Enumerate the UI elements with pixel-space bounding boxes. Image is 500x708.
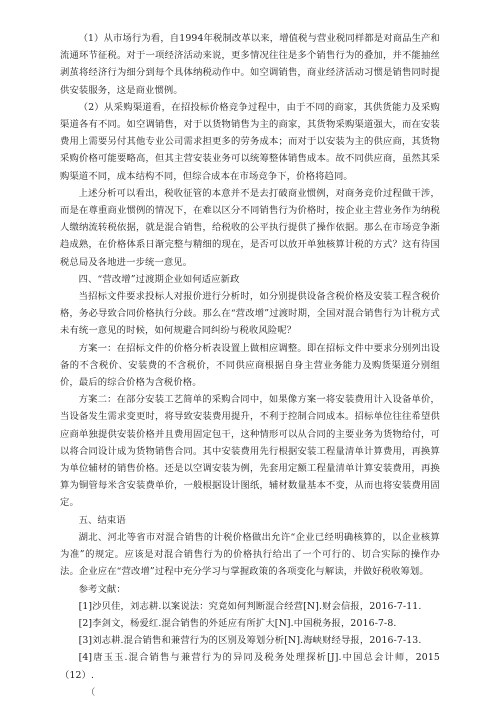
references-label: 参考文献： [78,583,126,595]
trailing-mark: （ [86,686,96,698]
reference-item: [4]唐玉玉.混合销售与兼营行为的异同及税务处理探析[J].中国总会计师，2015（12）. [60,652,440,681]
paragraph-plan-two: 方案二：在部分安装工艺简单的采购合同中，如果像方案一将安装费用计入设备单价，当设备发生需求变更时，将导致安装费用提升，不利于控制合同成本。招标单位往往希望供应商单独提供安装价格并且费用固定包干，这种情形可以从合同的主要业务为货物给付，可以将合同设计成为货物销售合同。其中安装费用先行根据安装工程量清单计算费用，再换算为单位辅材的销售价格。还是以空调安装为例，先套用定额工程量清单计算安装费用，再换算为铜管每米含安装费单价，一般根据设计图纸，辅材数量基本不变，从而也将安装费用固定。 [60,394,440,509]
paragraph-plan-one: 方案一：在招标文件的价格分析表设置上做相应调整。即在招标文件中要求分别列出设备的不含税价、安装费的不含税价，不同供应商根据自身主营业务能力及购货渠道分别组价，最后的综合价格为含税价格。 [60,342,440,389]
paragraph-conclusion: 湖北、河北等省市对混合销售的计税价格做出允许“企业已经明确核算的，以企业核算为准”的规定。应该是对混合销售行为的价格执行给出了一个可行的、切合实际的操作办法。企业应在“营改增”过程中充分学习与掌握政策的各项变化与解读，并做好税收筹划。 [60,531,440,578]
paragraph-procurement-channels: （2）从采购渠道看，在招投标价格竞争过程中，由于不同的商家，其供货能力及采购渠道各有不同。如空调销售，对于以货物销售为主的商家，其货物采购渠道强大，而在安装费用上需要另付其他专业公司需求担更多的劳务成本；而对于以安装为主的供应商，其货物采购价格可能要略高，但其主营安装业务可以统筹整体销售成本。故不同供应商，虽然其采购渠道不同，成本结构不同，但综合成本在市场竞争下，价格将趋同。 [60,101,440,182]
paragraph-market-behavior: （1）从市场行为看，自1994年税制改革以来，增值税与营业税同样都是对商品生产和流通环节征税。对于一项经济活动来说，更多情况往往是多个销售行为的叠加，并不能抽丝剥茧将经济行为细分到每个具体纳税动作中。如空调销售，商业经济活动习惯是销售同时提供安装服务，这是商业惯例。 [60,33,440,96]
section-heading-transition: 四、“营改增”过渡期企业如何适应新政 [78,273,240,285]
reference-item: [1]沙贝佳，刘志耕.以案说法：究竟如何判断混合经营[N].财会信报，2016-7-11. [78,600,422,612]
section-heading-conclusion: 五、结束语 [78,514,126,526]
paragraph-bidding-question: 当招标文件要求投标人对报价进行分析时，如分别提供设备含税价格及安装工程含税价格，务必导致合同价格执行分歧。那么在“营改增”过渡时期，全国对混合销售行为计税方式未有统一意见的时候，如何规避合同纠纷与税收风险呢？ [60,291,440,337]
reference-item: [3]刘志耕.混合销售和兼营行为的区别及筹划分析[N].海峡财经导报，2016-7-13. [78,635,422,647]
reference-item: [2]李剑文，杨爱红.混合销售的外延应有所扩大[N].中国税务报，2016-7-8. [78,617,397,629]
paragraph-analysis: 上述分析可以看出，税收征管的本意并不是去打破商业惯例，对商务竞价过程做干涉，而是在尊重商业惯例的情况下，在难以区分不同销售行为价格时，按企业主营业务作为纳税人缴纳流转税依据，就是混合销售，给税收的公平执行提供了操作依据。那么在市场竞争渐趋成熟，在价格体系日渐完整与精细的现在，是否可以放开单独核算计税的方式？这有待国税总局及各地进一步统一意见。 [60,187,440,268]
